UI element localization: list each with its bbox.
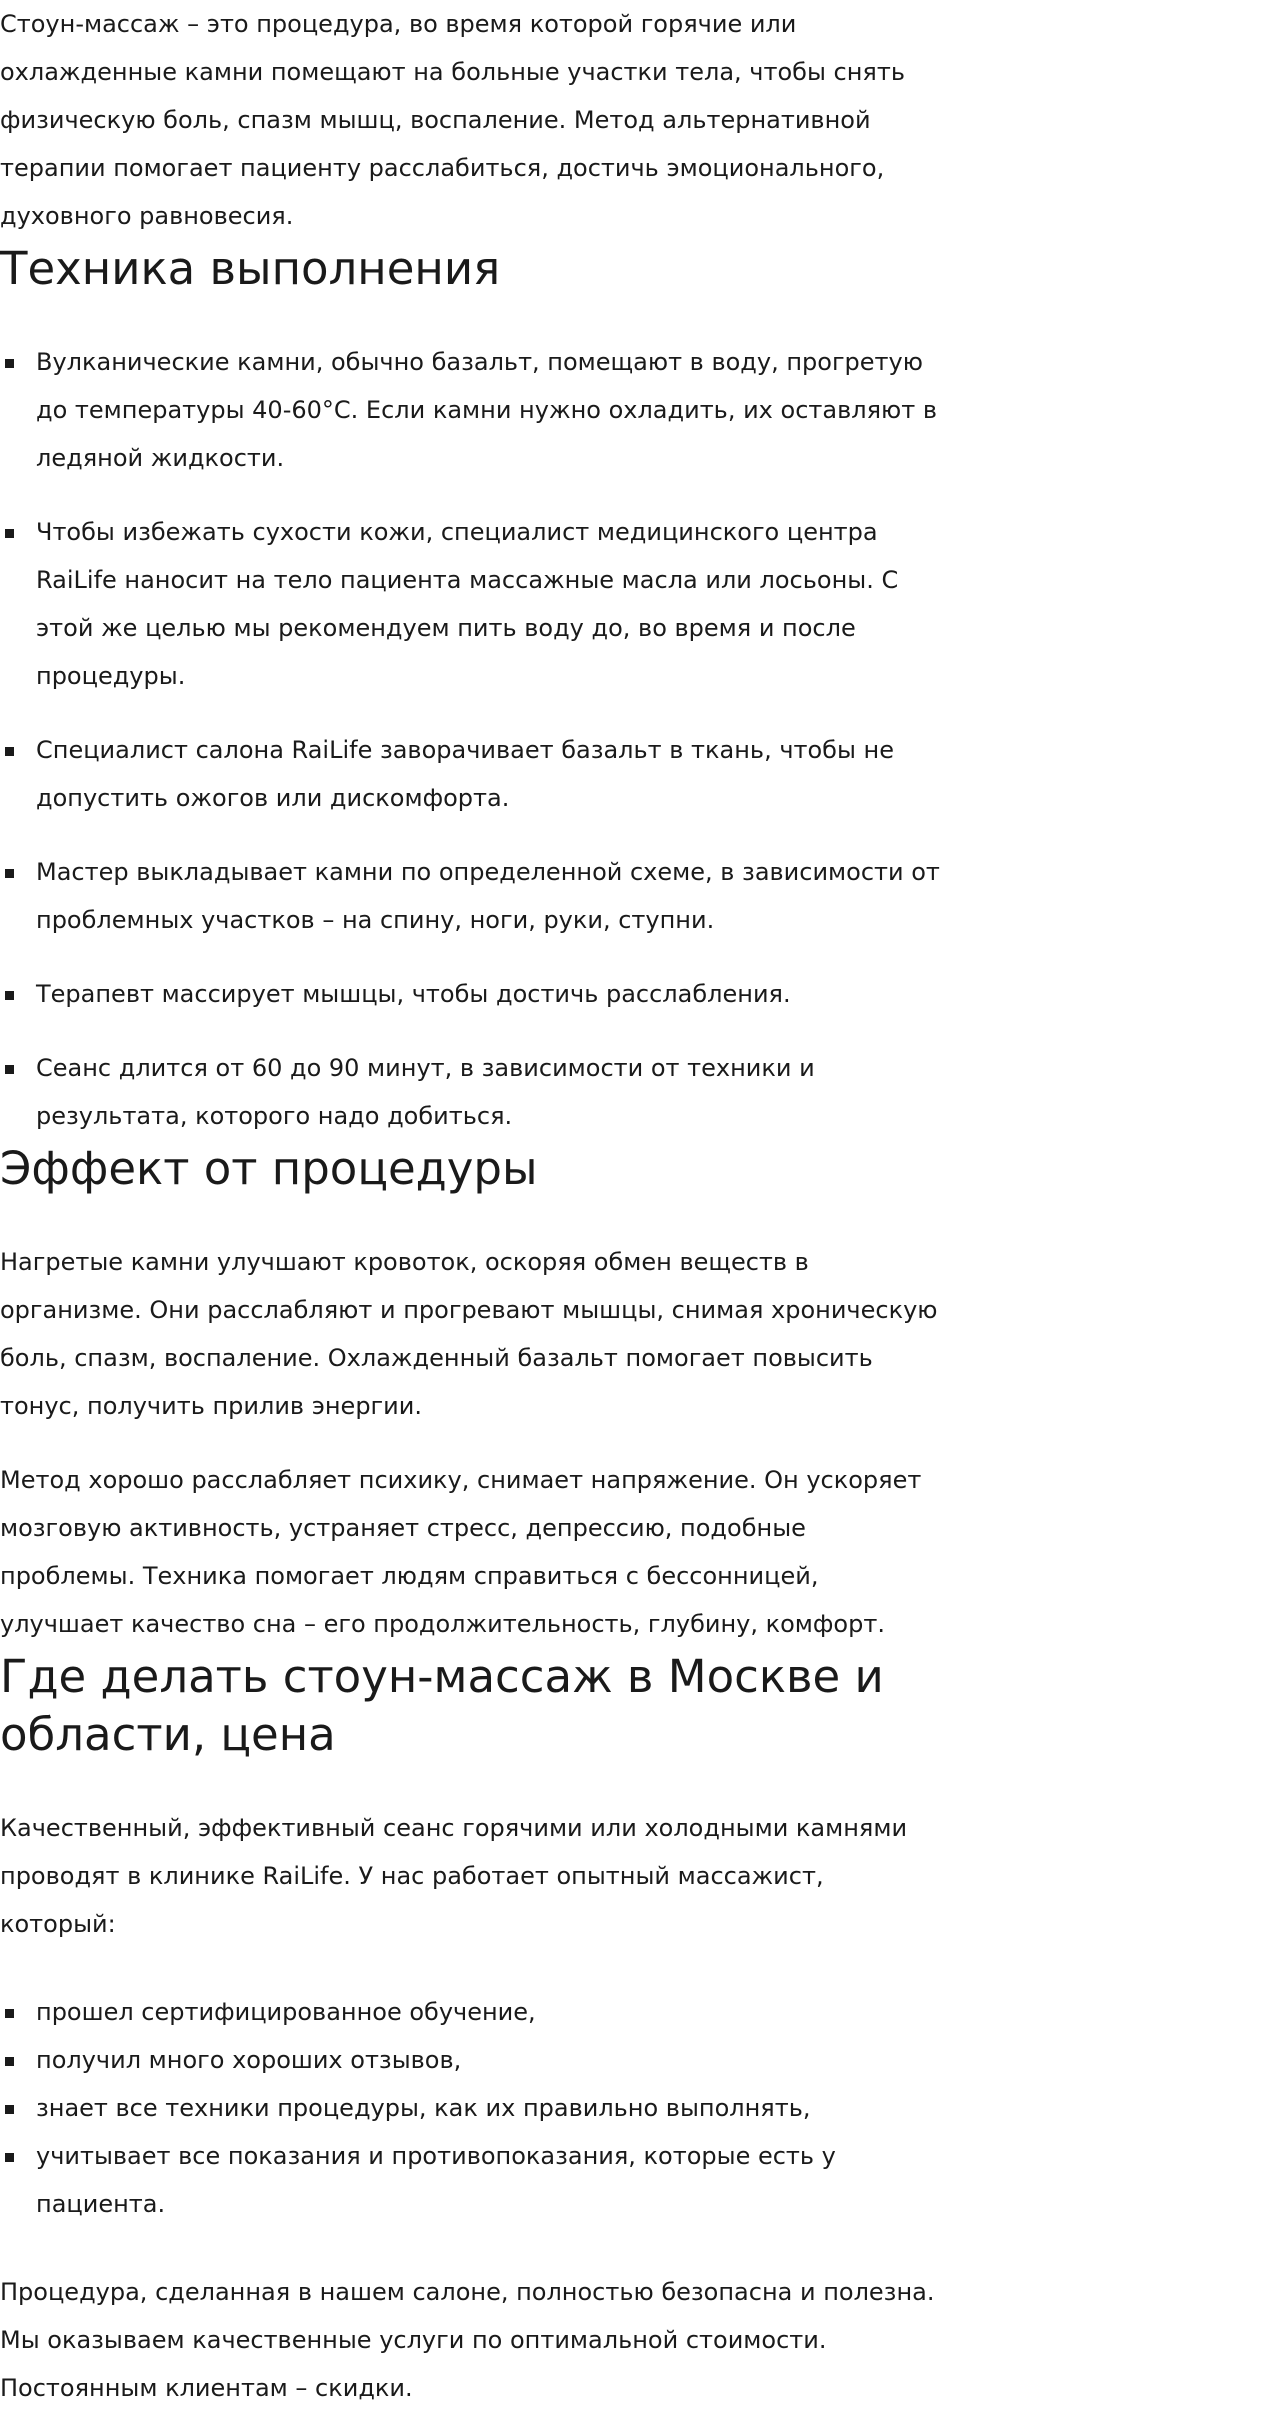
where-heading: Где делать стоун-массаж в Москве и области, цена: [0, 1650, 884, 1761]
list-item: Чтобы избежать сухости кожи, специалист медицинского центра RaiLife наносит на тело пациента массажные масла или лосьоны. С этой же целью мы рекомендуем пить воду до, во время и после процедуры.: [0, 508, 940, 700]
intro-paragraph: Стоун-массаж – это процедура, во время которой горячие или охлажденные камни помещают на больные участки тела, чтобы снять физическую боль, спазм мышц, воспаление. Метод альтернативной терапии помогает пациенту расслабиться, достичь эмоционального, духовного равновесия.: [0, 10, 905, 230]
list-item: Вулканические камни, обычно базальт, помещают в воду, прогретую до температуры 40-60°С. Если камни нужно охладить, их оставляют в ледяной жидкости.: [0, 338, 940, 482]
technique-heading: Техника выполнения: [0, 242, 501, 295]
where-paragraph: Качественный, эффективный сеанс горячими или холодными камнями проводят в клинике RaiLife. У нас работает опытный массажист, который:: [0, 1814, 908, 1938]
list-item: учитывает все показания и противопоказания, которые есть у пациента.: [0, 2132, 940, 2228]
list-item: Мастер выкладывает камни по определенной схеме, в зависимости от проблемных участков – на спину, ноги, руки, ступни.: [0, 848, 940, 944]
masseur-qualities-list: [0, 1988, 940, 2228]
list-item: Специалист салона RaiLife заворачивает базальт в ткань, чтобы не допустить ожогов или дискомфорта.: [0, 726, 940, 822]
list-item: получил много хороших отзывов,: [0, 2036, 940, 2084]
effect-paragraph: Нагретые камни улучшают кровоток, оскоряя обмен веществ в организме. Они расслабляют и прогревают мышцы, снимая хроническую боль, спазм, воспаление. Охлажденный базальт помогает повысить тонус, получить прилив энергии.: [0, 1248, 938, 1420]
list-item: Сеанс длится от 60 до 90 минут, в зависимости от техники и результата, которого надо добиться.: [0, 1044, 940, 1140]
list-item: Терапевт массирует мышцы, чтобы достичь расслабления.: [0, 970, 940, 1018]
technique-steps-list: [0, 338, 940, 1140]
list-item: прошел сертифицированное обучение,: [0, 1988, 940, 2036]
list-item: знает все техники процедуры, как их правильно выполнять,: [0, 2084, 940, 2132]
effect-heading: Эффект от процедуры: [0, 1142, 538, 1195]
closing-paragraph: Процедура, сделанная в нашем салоне, полностью безопасна и полезна. Мы оказываем качественные услуги по оптимальной стоимости. Постоянным клиентам – скидки.: [0, 2278, 935, 2402]
effect-paragraph: Метод хорошо расслабляет психику, снимает напряжение. Он ускоряет мозговую активность, устраняет стресс, депрессию, подобные проблемы. Техника помогает людям справиться с бессонницей, улучшает качество сна – его продолжительность, глубину, комфорт.: [0, 1466, 922, 1638]
